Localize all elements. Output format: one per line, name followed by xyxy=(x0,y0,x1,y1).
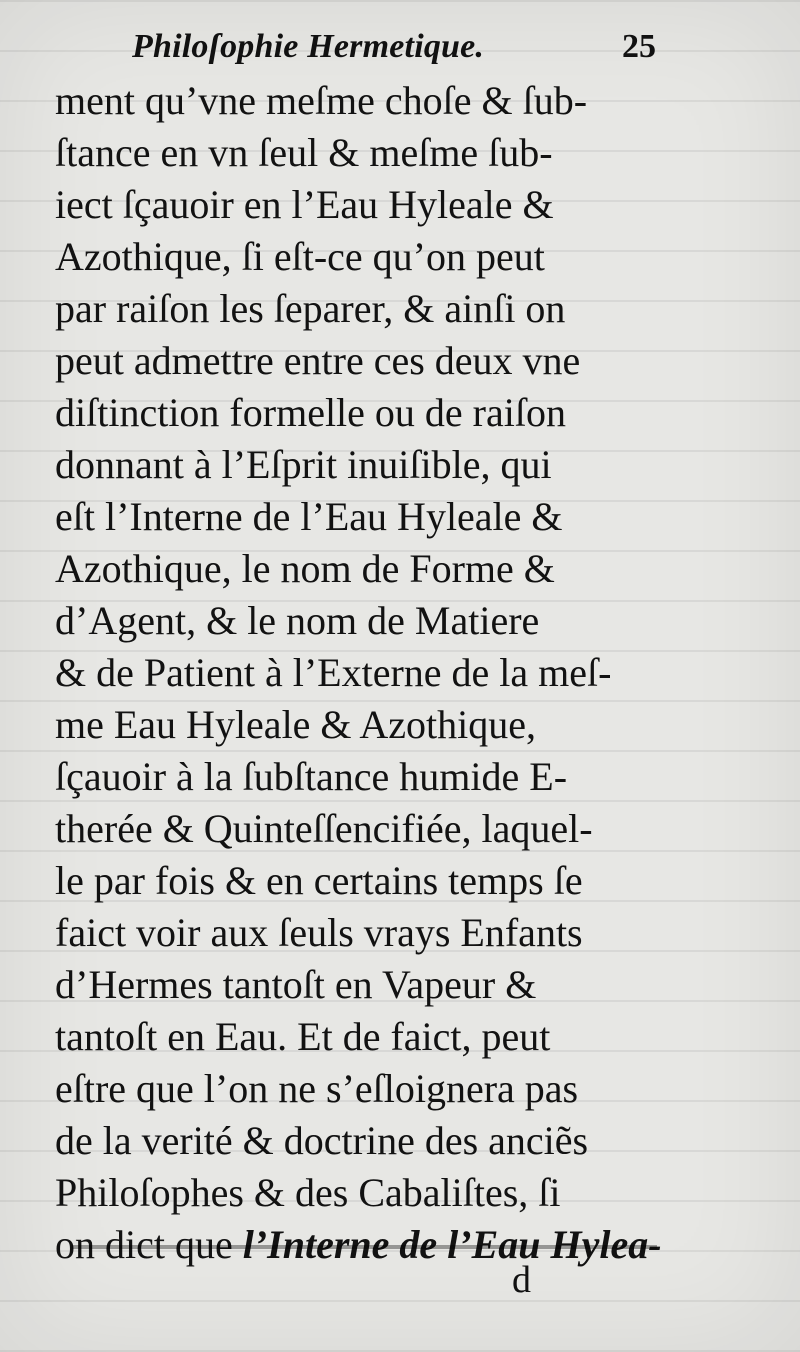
bottom-rule xyxy=(72,1245,657,1249)
body-text xyxy=(55,74,665,1274)
text-line-16: le par fois & en certains temps ſe xyxy=(55,858,583,903)
text-line-23-italic: l’Interne de l’Eau Hylea- xyxy=(242,1222,662,1267)
text-line-7: diſtinction formelle ou de raiſon xyxy=(55,390,566,435)
text-line-1: ment qu’vne meſme choſe & ſub- xyxy=(55,78,588,123)
text-line-10: Azothique, le nom de Forme & xyxy=(55,546,555,591)
text-line-9: eſt l’Interne de l’Eau Hyleale & xyxy=(55,494,563,539)
page-number: 25 xyxy=(622,28,656,65)
text-line-14: ſçauoir à la ſubſtance humide E- xyxy=(55,754,568,799)
text-line-8: donnant à l’Eſprit inuiſible, qui xyxy=(55,442,552,487)
text-line-22: Philoſophes & des Cabaliſtes, ſi xyxy=(55,1170,561,1215)
text-line-2: ſtance en vn ſeul & meſme ſub- xyxy=(55,130,553,175)
text-line-20: eſtre que l’on ne s’eſloignera pas xyxy=(55,1066,579,1111)
text-line-4: Azothique, ſi eſt-ce qu’on peut xyxy=(55,234,545,279)
text-line-6: peut admettre entre ces deux vne xyxy=(55,338,581,383)
text-line-15: therée & Quinteſſencifiée, laquel- xyxy=(55,806,593,851)
page-header xyxy=(132,28,662,78)
running-title: Philoſophie Hermetique. xyxy=(132,28,485,65)
text-line-11: d’Agent, & le nom de Matiere xyxy=(55,598,540,643)
text-line-13: me Eau Hyleale & Azothique, xyxy=(55,702,536,747)
signature-mark: d xyxy=(512,1259,531,1301)
text-line-19: tantoſt en Eau. Et de faict, peut xyxy=(55,1014,551,1059)
text-line-23-roman: on dict que xyxy=(55,1222,243,1267)
text-line-5: par raiſon les ſeparer, & ainſi on xyxy=(55,286,566,331)
text-line-12: & de Patient à l’Externe de la meſ- xyxy=(55,650,612,695)
text-line-3: iect ſçauoir en l’Eau Hyleale & xyxy=(55,182,554,227)
text-line-18: d’Hermes tantoſt en Vapeur & xyxy=(55,962,537,1007)
text-line-21: de la verité & doctrine des anciẽs xyxy=(55,1118,589,1163)
text-line-17: faict voir aux ſeuls vrays Enfants xyxy=(55,910,583,955)
